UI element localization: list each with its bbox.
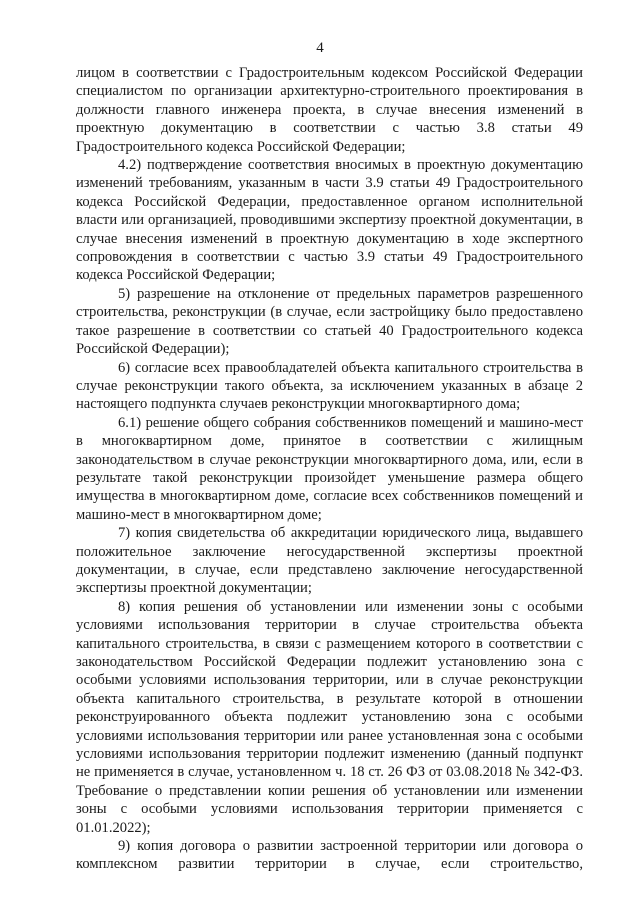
- page-number: 4: [316, 40, 324, 56]
- paragraph-item-7: 7) копия свидетельства об аккредитации юридического лица, выдавшего положительное заключение негосударственной экспертизы проектной документации, в случае, если представлено заключение негосударственной экспертизы проектной документации;: [76, 525, 583, 597]
- paragraph-item-5: 5) разрешение на отклонение от предельных параметров разрешенного строительства, реконструкции (в случае, если застройщику было предоставлено такое разрешение в соответствии со статьей 40 Градостроительного кодекса Российской Федерации);: [76, 285, 583, 358]
- paragraph-item-8: 8) копия решения об установлении или изменении зоны с особыми условиями использования территории в случае строительства объекта капитального строительства, в связи с размещением которого в соответствии с законодательством Российской Федерации подлежит установлению зона с особыми условиями использования территории, или в случае реконструкции объекта капитального строительства, в результате которой в отношении реконструированного объекта подлежит установлению зона с особыми условиями использования территории или ранее установленная зона с особыми условиями использования территории подлежит изменению (данный подпункт не применяется в случае, установленном ч. 18 ст. 26 ФЗ от 03.08.2018 № 342-ФЗ. Требование о представлении копии решения об установлении или изменении зоны с особыми условиями использования территории применяется с 01.01.2022);: [76, 598, 583, 836]
- paragraph-item-6-1: 6.1) решение общего собрания собственников помещений и машино-мест в многоквартирном доме, принятое в соответствии с жилищным законодательством в случае реконструкции многоквартирного дома, или, если в результате такой реконструкции произойдет уменьшение размера общего имущества в многоквартирном доме, согласие всех собственников помещений и машино-мест в многоквартирном доме;: [76, 414, 583, 523]
- paragraph-continuation-specialist: лицом в соответствии с Градостроительным кодексом Российской Федерации специалистом по организации архитектурно-строительного проектирования в должности главного инженера проекта, в случае внесения изменений в проектную документацию в соответствии с частью 3.8 статьи 49 Градостроительного кодекса Российской Федерации;: [76, 65, 583, 155]
- paragraph-item-4-2: 4.2) подтверждение соответствия вносимых в проектную документацию изменений требованиям, указанным в части 3.9 статьи 49 Градостроительного кодекса Российской Федерации, предоставленное органом исполнительной власти или организацией, проводившими экспертизу проектной документации, в случае внесения изменений в проектную документацию в ходе экспертного сопровождения в соответствии с частью 3.9 статьи 49 Градостроительного кодекса Российской Федерации;: [76, 157, 583, 284]
- paragraph-item-9: 9) копия договора о развитии застроенной территории или договора о комплексном развитии территории в случае, если строительство,: [76, 838, 583, 873]
- document-body: [76, 64, 583, 874]
- paragraph-item-6: 6) согласие всех правообладателей объекта капитального строительства в случае реконструкции такого объекта, за исключением указанных в абзаце 2 настоящего подпункта случаев реконструкции многоквартирного дома;: [76, 359, 583, 413]
